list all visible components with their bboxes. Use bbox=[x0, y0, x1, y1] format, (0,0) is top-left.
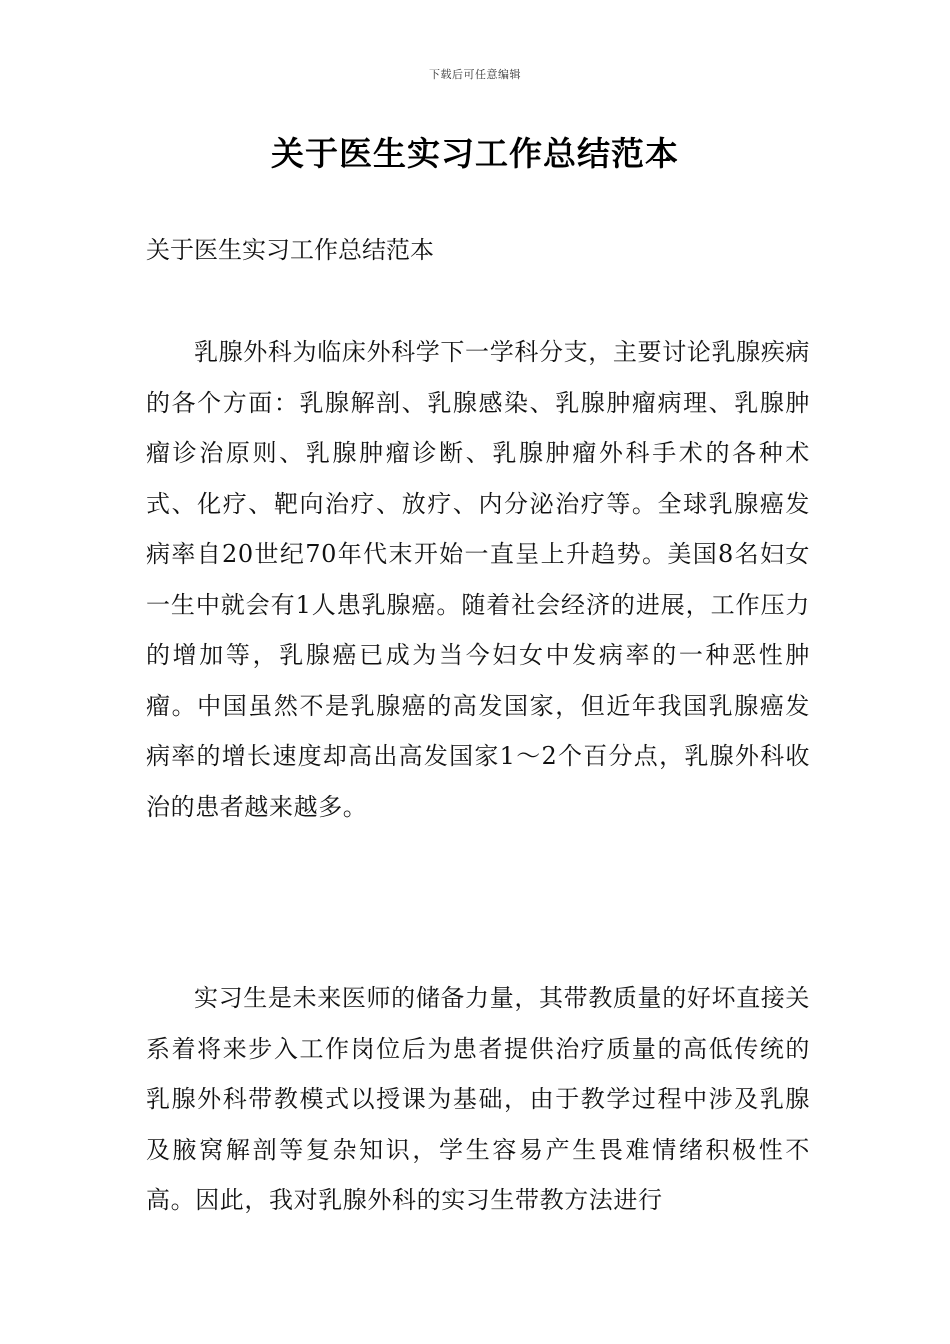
header-note: 下载后可任意编辑 bbox=[429, 68, 521, 81]
document-title: 关于医生实习工作总结范本 bbox=[271, 134, 679, 173]
document-subtitle: 关于医生实习工作总结范本 bbox=[146, 236, 434, 264]
body-paragraph: 实习生是未来医师的储备力量，其带教质量的好坏直接关系着将来步入工作岗位后为患者提供治疗质量的高低传统的乳腺外科带教模式以授课为基础，由于教学过程中涉及乳腺及腋窝解剖等复杂知识，学生容易产生畏难情绪积极性不高。因此，我对乳腺外科的实习生带教方法进行 bbox=[146, 984, 810, 1214]
body-paragraph: 乳腺外科为临床外科学下一学科分支，主要讨论乳腺疾病的各个方面：乳腺解剖、乳腺感染、乳腺肿瘤病理、乳腺肿瘤诊治原则、乳腺肿瘤诊断、乳腺肿瘤外科手术的各种术式、化疗、靶向治疗、放疗、内分泌治疗等。全球乳腺癌发病率自20世纪70年代末开始一直呈上升趋势。美国8名妇女一生中就会有1人患乳腺癌。随着社会经济的进展，工作压力的增加等，乳腺癌已成为当今妇女中发病率的一种恶性肿瘤。中国虽然不是乳腺癌的高发国家，但近年我国乳腺癌发病率的增长速度却高出高发国家1～2个百分点，乳腺外科收治的患者越来越多。 bbox=[146, 338, 810, 821]
